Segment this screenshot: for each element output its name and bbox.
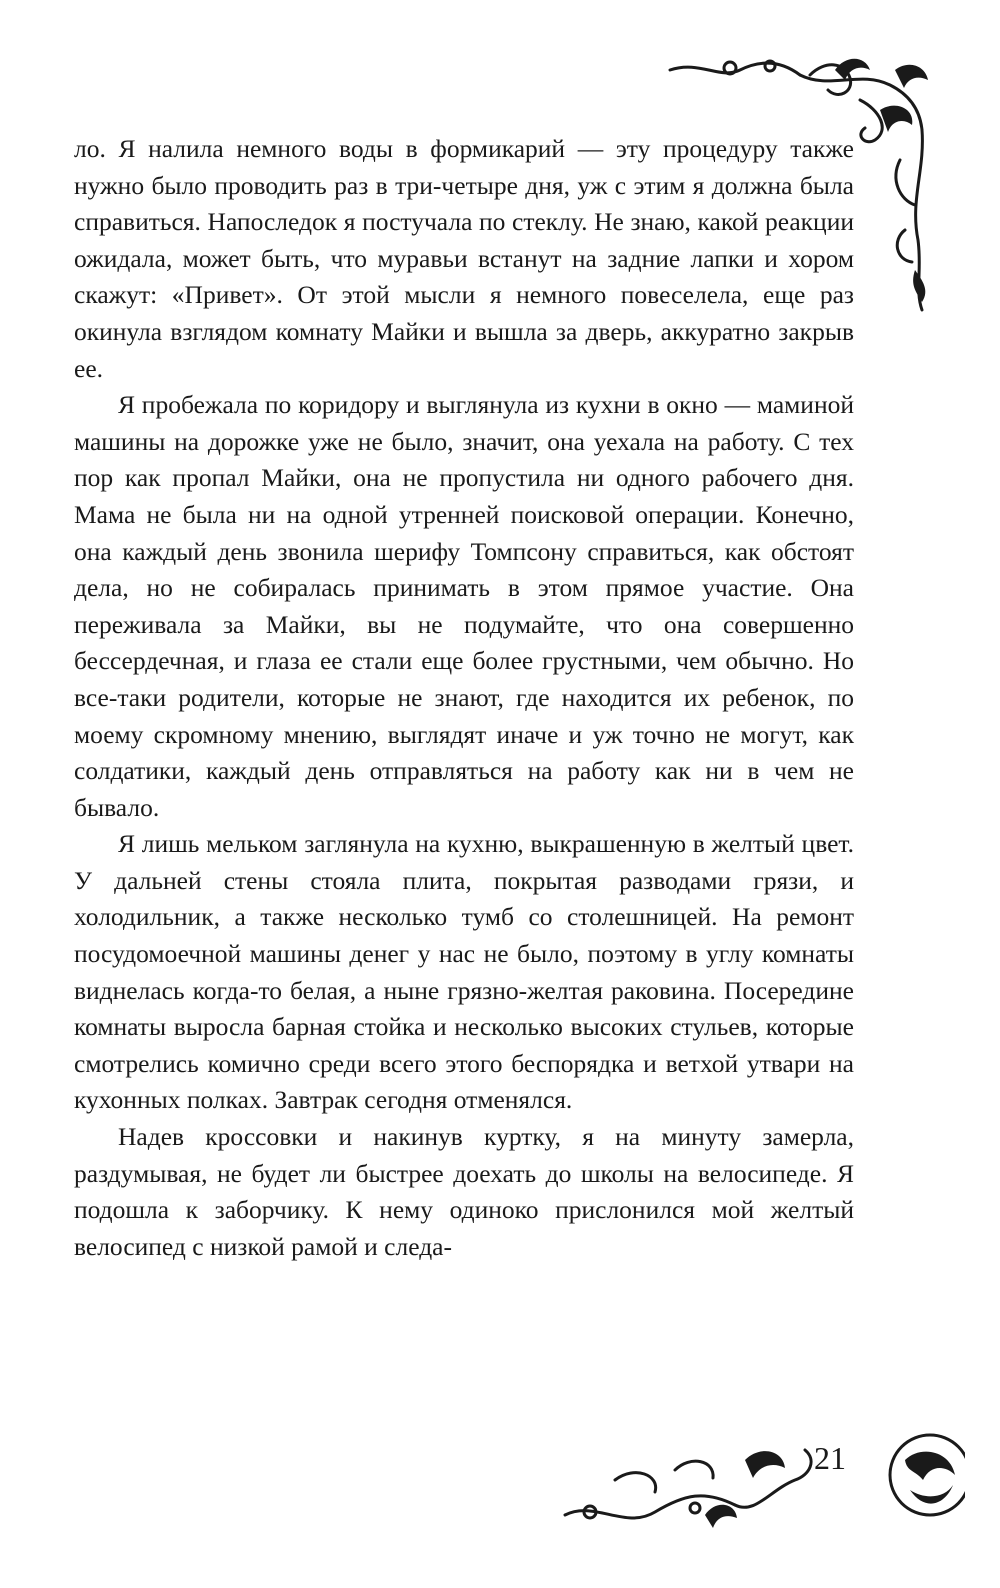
body-text: [74, 131, 854, 1265]
paragraph-continuation: ло. Я налила немного воды в формикарий — эту процедуру также нужно было проводить раз в три-четыре дня, уж с этим я должна была справиться. Напоследок я постучала по стеклу. Не знаю, какой реакции ожидала, может быть, что муравьи встанут на задние лапки и хором скажут: «Привет». От этой мысли я немного повеселела, еще раз окинула взглядом комнату Майки и вышла за дверь, аккуратно закрыв ее.: [74, 134, 854, 383]
paragraph-kitchen-description: Я лишь мельком заглянула на кухню, выкрашенную в желтый цвет. У дальней стены стояла плита, покрытая разводами грязи, и холодильник, а также несколько тумб со столешницей. На ремонт посудомоечной машины денег у нас не было, поэтому в углу комнаты виднелась когда-то белая, а ныне грязно-желтая раковина. Посередине комнаты выросла барная стойка и несколько высоких стульев, которые смотрелись комично среди всего этого беспорядка и ветхой утвари на кухонных полках. Завтрак сегодня отменялся.: [74, 829, 854, 1115]
paragraph-kitchen-window: Я пробежала по коридору и выглянула из кухни в окно — маминой машины на дорожке уже не было, значит, она уехала на работу. С тех пор как пропал Майки, она не пропустила ни одного рабочего дня. Мама не была ни на одной утренней поисковой операции. Конечно, она каждый день звонила шерифу Томпсону справиться, как обстоят дела, но не собиралась принимать в этом прямое участие. Она переживала за Майки, вы не подумайте, что она совершенно бессердечная, и глаза ее стали еще более грустными, чем обычно. Но все-таки родители, которые не знают, где находится их ребенок, по моему скромному мнению, выглядят иначе и уж точно не могут, как солдатики, каждый день отправляться на работу как ни в чем не бывало.: [74, 390, 854, 822]
page-number: 21: [814, 1440, 846, 1476]
paragraph-bicycle: Надев кроссовки и накинув куртку, я на минуту замерла, раздумывая, не будет ли быстрее доехать до школы на велосипеде. Я подошла к заборчику. К нему одиноко прислонился мой желтый велосипед с низкой рамой и следа-: [74, 1122, 854, 1261]
footer-flourish-ornament: [555, 1420, 965, 1540]
